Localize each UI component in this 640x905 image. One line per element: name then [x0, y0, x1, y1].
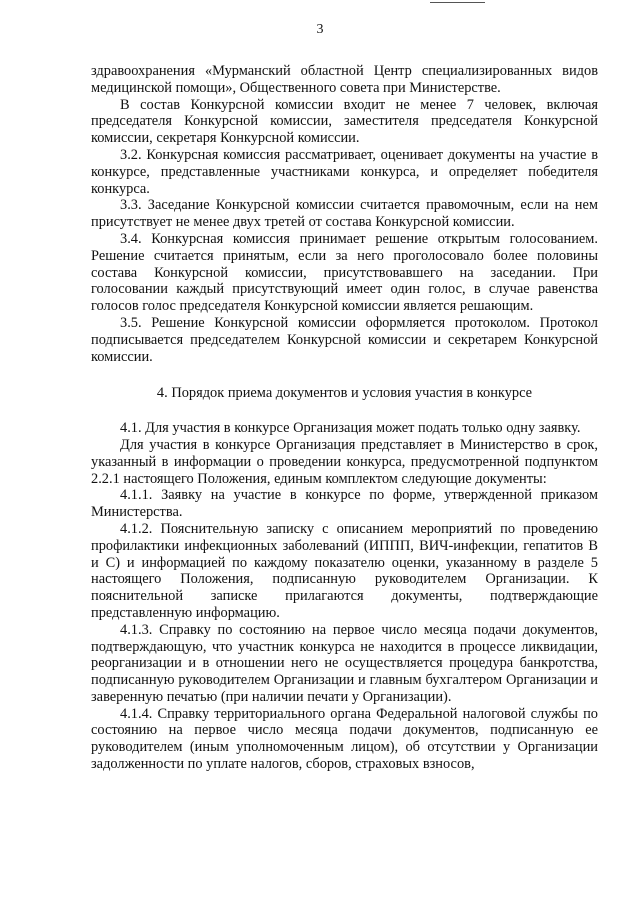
paragraph: В состав Конкурсной комиссии входит не менее 7 человек, включая председателя Конкурсной комиссии, заместителя председателя Конкурсной комиссии, секретаря Конкурсной комиссии.	[91, 96, 598, 147]
top-rule	[430, 2, 485, 3]
paragraph: 3.4. Конкурсная комиссия принимает решение открытым голосованием. Решение считается принятым, если за него проголосовало более половины состава Конкурсной комиссии, присутствовавшего на заседании. При голосовании каждый присутствующий имеет один голос, в случае равенства голосов голос председателя Конкурсной комиссии является решающим.	[91, 230, 598, 315]
paragraph: 4.1.1. Заявку на участие в конкурсе по форме, утвержденной приказом Министерства.	[91, 487, 598, 521]
paragraph: 3.5. Решение Конкурсной комиссии оформляется протоколом. Протокол подписывается председателем Конкурсной комиссии и секретарем Конкурсной комиссии.	[91, 314, 598, 365]
paragraph: Для участия в конкурсе Организация представляет в Министерство в срок, указанный в информации о проведении конкурса, предусмотренной подпунктом 2.2.1 настоящего Положения, единым комплектом следующие документы:	[91, 436, 598, 487]
document-body	[91, 63, 598, 773]
paragraph: 4.1. Для участия в конкурсе Организация может подать только одну заявку.	[120, 420, 581, 437]
paragraph: 3.2. Конкурсная комиссия рассматривает, оценивает документы на участие в конкурсе, представленные участниками конкурса, и определяет победителя конкурса.	[91, 146, 598, 197]
page-number: 3	[316, 22, 324, 37]
section-heading: 4. Порядок приема документов и условия участия в конкурсе	[156, 385, 533, 402]
paragraph: 3.3. Заседание Конкурсной комиссии считается правомочным, если на нем присутствует не менее двух третей от состава Конкурсной комиссии.	[91, 197, 598, 231]
paragraph: 4.1.4. Справку территориального органа Федеральной налоговой службы по состоянию на первое число месяца подачи документов, подписанную ее руководителем (иным уполномоченным лицом), об отсутствии у Организации задолженности по уплате налогов, сборов, страховых взносов,	[91, 705, 598, 773]
paragraph: 4.1.3. Справку по состоянию на первое число месяца подачи документов, подтверждающую, что участник конкурса не находится в процессе ликвидации, реорганизации и в отношении него не осуществляется процедура банкротства, подписанную руководителем Организации и главным бухгалтером Организации и заверенную печатью (при наличии печати у Организации).	[91, 621, 598, 705]
paragraph: здравоохранения «Мурманский областной Центр специализированных видов медицинской помощи», Общественного совета при Министерстве.	[91, 63, 598, 96]
paragraph: 4.1.2. Пояснительную записку с описанием мероприятий по проведению профилактики инфекционных заболеваний (ИППП, ВИЧ-инфекции, гепатитов В и С) и информацией по каждому показателю оценки, указанному в разделе 5 настоящего Положения, подписанную руководителем Организации. К пояснительной записке прилагаются документы, подтверждающие представленную информацию.	[91, 520, 598, 621]
